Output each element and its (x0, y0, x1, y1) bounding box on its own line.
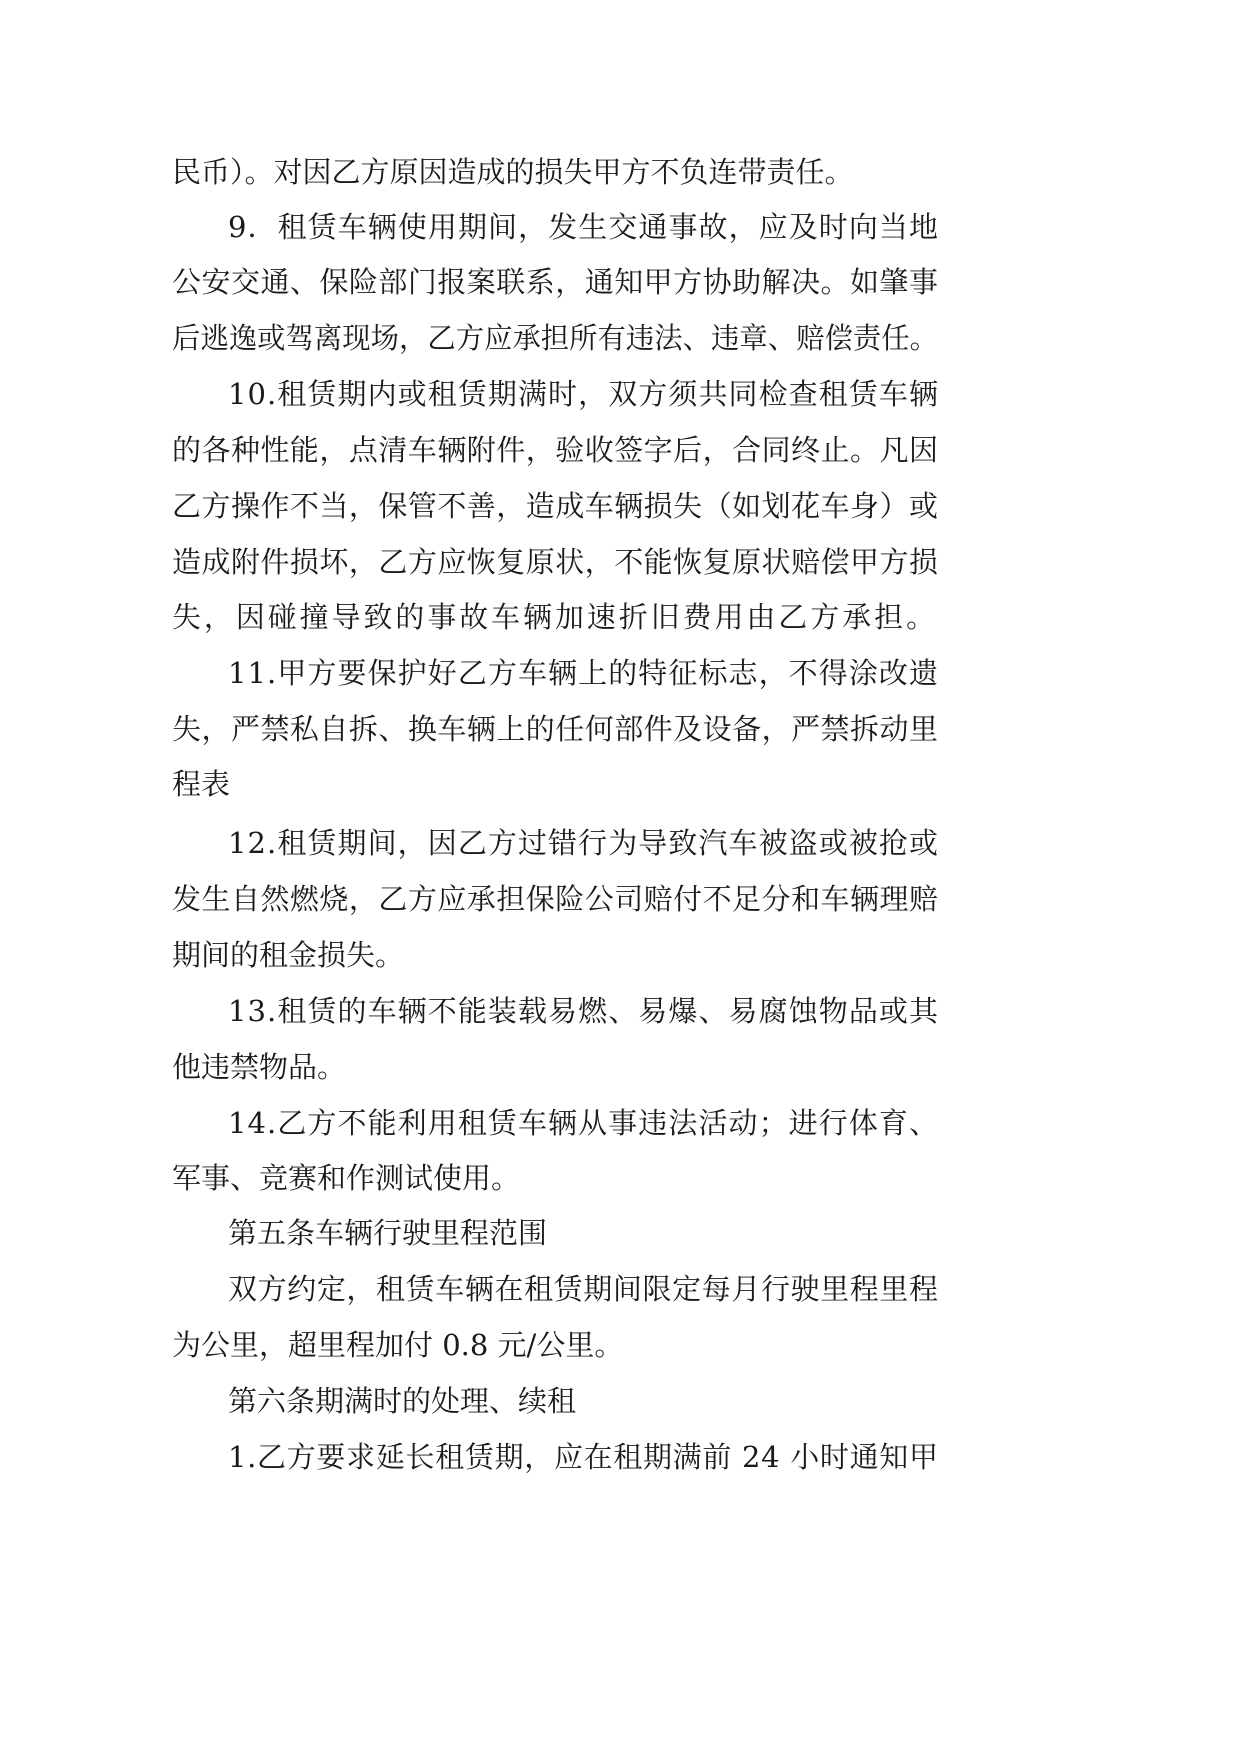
text-line (0, 592, 1241, 642)
text-line-content: 9．租赁车辆使用期间，发生交通事故，应及时向当地 (228, 210, 940, 244)
text-line-content: 11.甲方要保护好乙方车辆上的特征标志，不得涂改遗 (228, 656, 940, 690)
text-line-content: 13.租赁的车辆不能装载易燃、易爆、易腐蚀物品或其 (228, 994, 940, 1028)
text-line (0, 818, 1241, 868)
text-line-content: 1.乙方要求延长租赁期，应在租期满前 24 小时通知甲 (228, 1440, 939, 1474)
text-line (0, 257, 1241, 307)
text-line-content: 失，因碰撞导致的事故车辆加速折旧费用由乙方承担。 (172, 600, 938, 634)
text-line-content: 第六条期满时的处理、续租 (228, 1384, 577, 1418)
text-line-content: 期间的租金损失。 (172, 938, 405, 972)
text-line (0, 648, 1241, 698)
text-line-content: 双方约定，租赁车辆在租赁期间限定每月行驶里程里程 (228, 1272, 939, 1306)
text-line-content: 12.租赁期间，因乙方过错行为导致汽车被盗或被抢或 (228, 826, 940, 860)
text-line-content: 发生自然燃烧，乙方应承担保险公司赔付不足分和车辆理赔 (172, 882, 939, 916)
text-line-content: 为公里，超里程加付 0.8 元/公里。 (172, 1328, 624, 1362)
text-line (0, 202, 1241, 252)
section-heading (0, 1208, 1241, 1258)
text-line (0, 930, 1241, 980)
text-line-content: 造成附件损坏，乙方应恢复原状，不能恢复原状赔偿甲方损 (172, 545, 939, 579)
text-line-content: 的各种性能，点清车辆附件，验收签字后，合同终止。凡因 (172, 433, 939, 467)
text-line-content: 公安交通、保险部门报案联系，通知甲方协助解决。如肇事 (172, 265, 939, 299)
text-line-content: 第五条车辆行驶里程范围 (228, 1216, 548, 1250)
text-line-content: 14.乙方不能利用租赁车辆从事违法活动；进行体育、 (228, 1106, 940, 1140)
text-line (0, 1432, 1241, 1482)
text-line-content: 乙方操作不当，保管不善，造成车辆损失（如划花车身）或 (172, 489, 939, 523)
text-line (0, 369, 1241, 419)
text-line (0, 481, 1241, 531)
text-line (0, 759, 1241, 809)
text-line-content: 失，严禁私自拆、换车辆上的任何部件及设备，严禁拆动里 (172, 712, 939, 746)
text-line-content: 军事、竞赛和作测试使用。 (172, 1161, 521, 1195)
text-line (0, 147, 1241, 197)
section-heading (0, 1376, 1241, 1426)
text-line-content: 后逃逸或驾离现场，乙方应承担所有违法、违章、赔偿责任。 (172, 321, 938, 355)
text-line (0, 874, 1241, 924)
text-line (0, 537, 1241, 587)
text-line-content: 他违禁物品。 (172, 1050, 347, 1084)
text-line (0, 1098, 1241, 1148)
text-line (0, 1153, 1241, 1203)
text-line (0, 1320, 1241, 1370)
text-line (0, 1264, 1241, 1314)
text-line-content: 程表 (172, 767, 231, 801)
text-line (0, 1042, 1241, 1092)
text-line (0, 986, 1241, 1036)
text-line (0, 425, 1241, 475)
text-line-content: 民币）。对因乙方原因造成的损失甲方不负连带责任。 (172, 155, 854, 189)
text-line (0, 313, 1241, 363)
text-line (0, 704, 1241, 754)
text-line-content: 10.租赁期内或租赁期满时，双方须共同检查租赁车辆 (228, 377, 940, 411)
